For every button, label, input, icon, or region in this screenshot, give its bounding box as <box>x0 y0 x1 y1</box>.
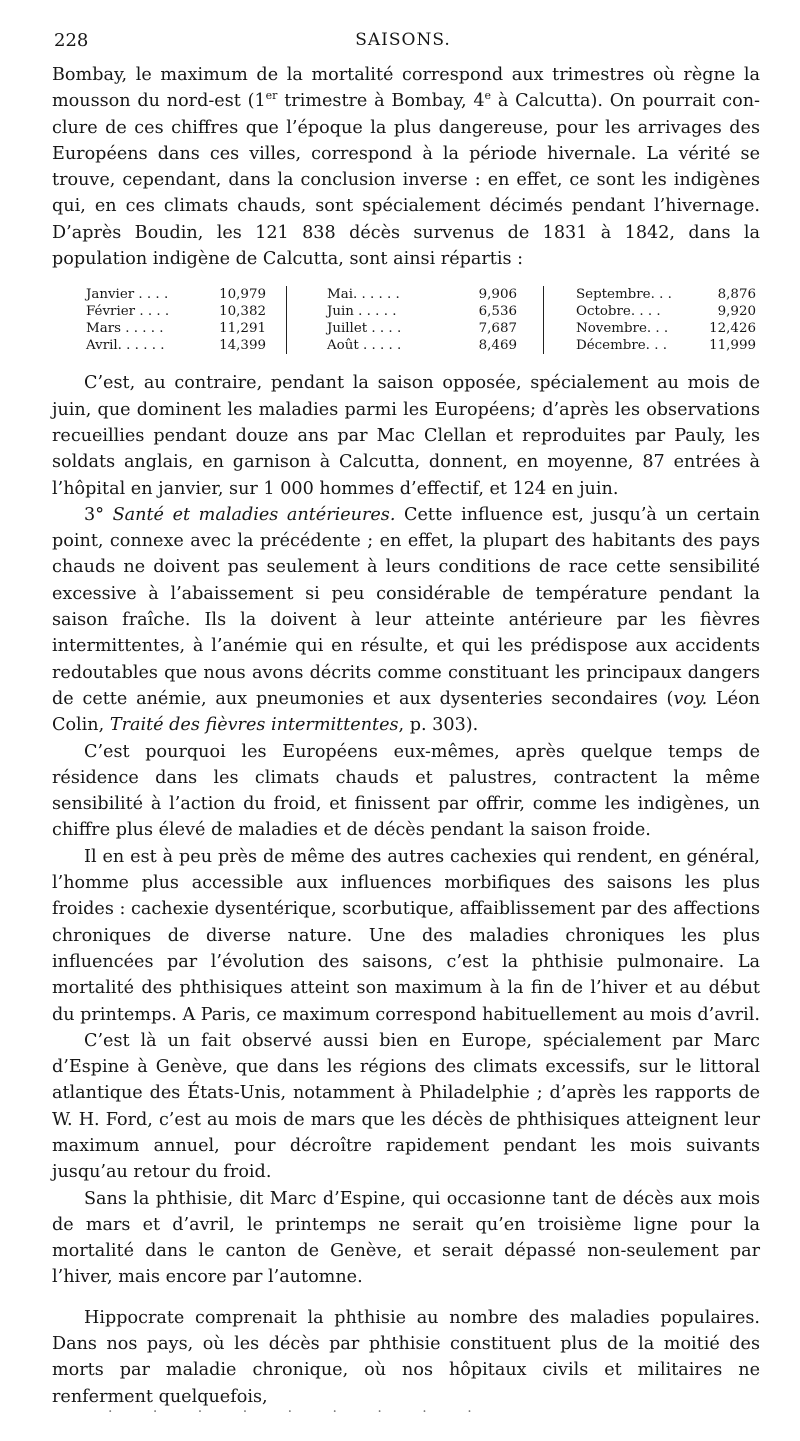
mortality-table <box>86 286 756 354</box>
page-number: 228 <box>54 30 89 51</box>
paragraph-6: C’est là un fait observé aussi bien en Europe, spécialement par Marc d’Espine à Genève, que dans les régions des climats excessifs, sur le littoral atlantique des États-Unis, notamment à Philadelphie ; d’après les rapports de W. H. Ford, c’est au mois de mars que les décès de phthisiques atteignent leur maximum annuel, pour décroître rapidement pendant les mois suivants jusqu’au retour du froid. <box>52 1030 760 1183</box>
table-row: Avril. . . . . . 14,399 <box>86 338 266 354</box>
section-heading: Santé et maladies antérieures. <box>112 504 396 525</box>
paragraph-3: 3° Santé et maladies antérieures. Cette influence est, jusqu’à un certain point, connexe avec la précédente ; en effet, la plupart des habitants des pays chauds ne doivent pas seulement à leurs conditions de race cette sensibilité excessive à l’abaissement si peu considérable de température pendant la saison fraîche. Ils la doivent à leur atteinte antérieure par les fièvres intermittentes, à l’anémie qui en résulte, et qui les prédispose aux accidents redoutables que nous avons décrits comme constituant les principaux dangers de cette anémie, aux pneumonies et aux dysenteries secondaires (voy. Léon Colin, Traité des fièvres intermittentes, p. 303). <box>52 504 760 736</box>
table-row: Décembre. . . 11,999 <box>576 338 756 354</box>
table-row: Juillet . . . . 7,687 <box>327 321 517 337</box>
paragraph-4: C’est pourquoi les Européens eux-mêmes, après quelque temps de résidence dans les climats chauds et palustres, contractent la même sensibilité à l’action du froid, et finissent par offrir, comme les indigènes, un chiffre plus élevé de maladies et de décès pendant la saison froide. <box>52 741 760 841</box>
table-row: Octobre. . . . 9,920 <box>576 304 756 320</box>
paragraph-7: Sans la phthisie, dit Marc d’Espine, qui occasionne tant de décès aux mois de mars et d’avril, le printemps ne serait qu’en troisième ligne pour la mortalité dans le canton de Genève, et serait dépassé non-seulement par l’hiver, mais encore par l’automne. <box>52 1188 760 1288</box>
table-row: Mai. . . . . . 9,906 <box>327 287 517 303</box>
table-row: Février . . . . 10,382 <box>86 304 266 320</box>
running-title: SAISONS. <box>355 30 451 50</box>
book-title: Traité des fièvres intermittentes <box>109 715 399 736</box>
paragraph-1: Bombay, le maximum de la mortalité correspond aux trimestres où règne la mousson du nord-est (1er trimestre à Bombay, 4e à Calcutta). On pourrait con- clure de ces chiffres que l’époque la plus dangereuse, pour les arrivages des Européens dans ces villes, correspond à la période hivernale. La vérité se trouve, cependant, dans la conclusion inverse : en effet, ce sont les indigènes qui, en ces climats chauds, sont spécialement décimés pendant l’hivernage. D’après Boudin, les 121 838 décès survenus de 1831 à 1842, dans la population indigène de Calcutta, sont ainsi répartis : <box>52 65 760 270</box>
paragraph-8: Hippocrate comprenait la phthisie au nombre des maladies populaires. Dans nos pays, où les décès par phthisie constituent plus de la moitié des morts par maladie chronique, où nos hôpitaux civils et militaires ne renferment quelquefois, <box>52 1307 760 1407</box>
table-row: Mars . . . . . 11,291 <box>86 321 266 337</box>
mortality-table-col-1 <box>86 286 266 354</box>
body-text <box>52 62 760 1410</box>
table-row: Août . . . . . 8,469 <box>327 338 517 354</box>
table-row: Novembre. . . 12,426 <box>576 321 756 337</box>
paragraph-2: C’est, au contraire, pendant la saison opposée, spécialement au mois de juin, que dominent les maladies parmi les Européens; d’après les observations recueillies pendant douze ans par Mac Clellan et reproduites par Pauly, les soldats anglais, en garnison à Calcutta, donnent, en moyenne, 87 entrées à l’hôpital en janvier, sur 1 000 hommes d’effectif, et 124 en juin. <box>52 373 760 499</box>
mortality-table-col-3 <box>564 286 756 354</box>
paragraph-5: Il en est à peu près de même des autres cachexies qui rendent, en général, l’homme plus accessible aux influences morbifiques des saisons les plus froides : cachexie dysentérique, scorbutique, affaiblissement par des affections chroniques de diverse nature. Une des maladies chroniques les plus influencées par l’évolution des saisons, c’est la phthisie pulmonaire. La mortalité des phthisiques atteint son maximum à la fin de l’hiver et au début du printemps. A Paris, ce maximum correspond habituellement au mois d’avril. <box>52 846 760 1025</box>
table-row: Janvier . . . . 10,979 <box>86 287 266 303</box>
table-row: Septembre. . . 8,876 <box>576 287 756 303</box>
table-row: Juin . . . . . 6,536 <box>327 304 517 320</box>
running-head <box>54 30 752 58</box>
paragraph-1-line-1: Bombay, le maximum de la mortalité correspond aux trimestres où règne la <box>52 65 760 85</box>
mortality-table-col-2 <box>286 286 544 354</box>
footer-dots: . . . . . . . . . <box>108 1400 490 1416</box>
